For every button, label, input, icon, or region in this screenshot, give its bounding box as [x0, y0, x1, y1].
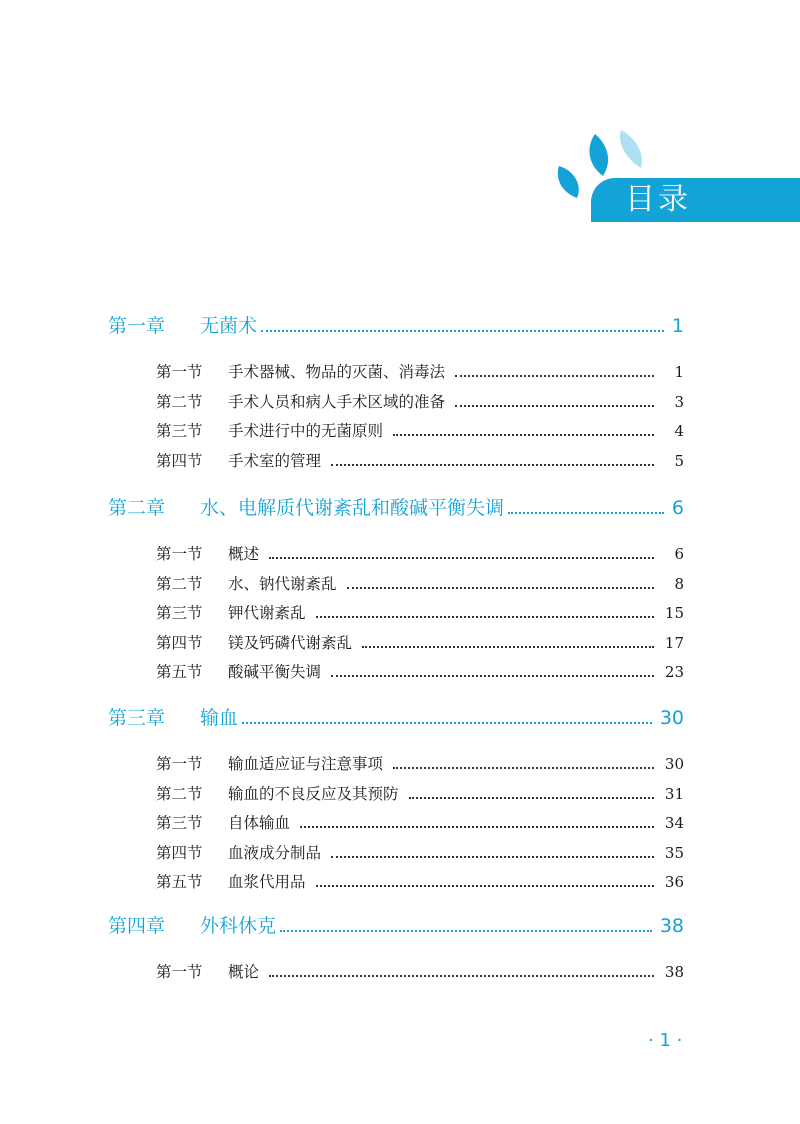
section-page: 36: [664, 873, 684, 891]
section-entry[interactable]: [156, 810, 684, 836]
section-number: 第三节: [156, 814, 203, 832]
chapter-number: 第三章: [108, 707, 166, 729]
section-page: 8: [674, 574, 684, 593]
section-entry[interactable]: [156, 659, 684, 685]
chapter-page: 30: [659, 707, 684, 729]
section-number: 第五节: [156, 663, 203, 681]
section-entry[interactable]: [156, 630, 684, 656]
chapter-page: 1: [671, 315, 684, 337]
section-page: 3: [674, 392, 684, 411]
chapter-page: 6: [671, 497, 684, 519]
leader-dots: [269, 975, 654, 977]
leader-dots: [409, 797, 654, 799]
section-title: 手术室的管理: [228, 451, 322, 470]
section-entry[interactable]: [156, 418, 684, 444]
leader-dots: [347, 587, 654, 589]
section-title: 水、钠代谢紊乱: [228, 574, 337, 593]
chapter-page: 38: [659, 915, 684, 937]
chapter-number: 第一章: [108, 315, 166, 337]
section-number: 第二节: [156, 784, 203, 803]
section-page: 17: [664, 633, 684, 652]
section-number: 第二节: [156, 574, 203, 593]
section-number: 第一节: [156, 755, 203, 773]
section-entry[interactable]: [156, 751, 684, 777]
section-page: 38: [664, 963, 684, 981]
leader-dots: [393, 434, 654, 436]
section-entry[interactable]: [156, 869, 684, 895]
section-page: 6: [674, 545, 684, 563]
chapter-entry[interactable]: [108, 704, 684, 732]
leader-dots: [242, 722, 652, 724]
section-entry[interactable]: [156, 959, 684, 985]
section-entry[interactable]: [156, 389, 684, 415]
section-page: 23: [664, 663, 684, 681]
section-entry[interactable]: [156, 541, 684, 567]
section-number: 第一节: [156, 963, 203, 981]
chapter-entry[interactable]: [108, 912, 684, 940]
section-number: 第一节: [156, 363, 203, 381]
leader-dots: [300, 826, 654, 828]
section-entry[interactable]: [156, 359, 684, 385]
section-title: 概述: [228, 545, 260, 563]
section-number: 第二节: [156, 392, 203, 411]
section-entry[interactable]: [156, 448, 684, 474]
chapter-title: 输血: [200, 707, 239, 729]
section-title: 自体输血: [228, 814, 291, 832]
section-number: 第一节: [156, 545, 203, 563]
section-title: 手术进行中的无菌原则: [228, 422, 384, 440]
leader-dots: [331, 675, 654, 677]
chapter-number: 第四章: [108, 915, 166, 937]
chapter-number: 第二章: [108, 497, 166, 519]
leader-dots: [362, 646, 654, 648]
section-page: 35: [664, 843, 684, 862]
chapter-entry[interactable]: [108, 494, 684, 522]
section-page: 31: [664, 784, 684, 803]
section-number: 第五节: [156, 873, 203, 891]
section-title: 手术人员和病人手术区域的准备: [228, 392, 446, 411]
section-title: 酸碱平衡失调: [228, 663, 322, 681]
page-title: 目录: [625, 182, 691, 217]
section-entry[interactable]: [156, 600, 684, 626]
section-number: 第四节: [156, 843, 203, 862]
leader-dots: [316, 885, 654, 887]
section-title: 血浆代用品: [228, 873, 306, 891]
section-number: 第三节: [156, 422, 203, 440]
section-entry[interactable]: [156, 840, 684, 866]
section-title: 钾代谢紊乱: [228, 604, 306, 622]
section-page: 4: [674, 422, 684, 440]
section-number: 第四节: [156, 451, 203, 470]
leader-dots: [269, 557, 654, 559]
leader-dots: [455, 405, 654, 407]
leader-dots: [508, 512, 664, 514]
section-title: 输血适应证与注意事项: [228, 755, 384, 773]
section-number: 第四节: [156, 633, 203, 652]
section-title: 镁及钙磷代谢紊乱: [228, 633, 353, 652]
leader-dots: [261, 330, 664, 332]
section-title: 血液成分制品: [228, 843, 322, 862]
section-entry[interactable]: [156, 781, 684, 807]
leader-dots: [316, 616, 654, 618]
chapter-title: 无菌术: [200, 315, 258, 337]
section-page: 5: [674, 451, 684, 470]
leader-dots: [331, 464, 654, 466]
leader-dots: [331, 856, 654, 858]
leader-dots: [455, 375, 654, 377]
section-entry[interactable]: [156, 571, 684, 597]
section-title: 输血的不良反应及其预防: [228, 784, 399, 803]
leader-dots: [393, 767, 654, 769]
section-page: 15: [664, 604, 684, 622]
chapter-title: 外科休克: [200, 915, 277, 937]
section-number: 第三节: [156, 604, 203, 622]
section-page: 1: [674, 363, 684, 381]
section-page: 30: [664, 755, 684, 773]
leader-dots: [280, 930, 652, 932]
section-title: 概论: [228, 963, 260, 981]
chapter-entry[interactable]: [108, 312, 684, 340]
page-number: · 1 ·: [648, 1030, 683, 1051]
chapter-title: 水、电解质代谢紊乱和酸碱平衡失调: [200, 497, 505, 519]
section-title: 手术器械、物品的灭菌、消毒法: [228, 363, 446, 381]
section-page: 34: [664, 814, 684, 832]
